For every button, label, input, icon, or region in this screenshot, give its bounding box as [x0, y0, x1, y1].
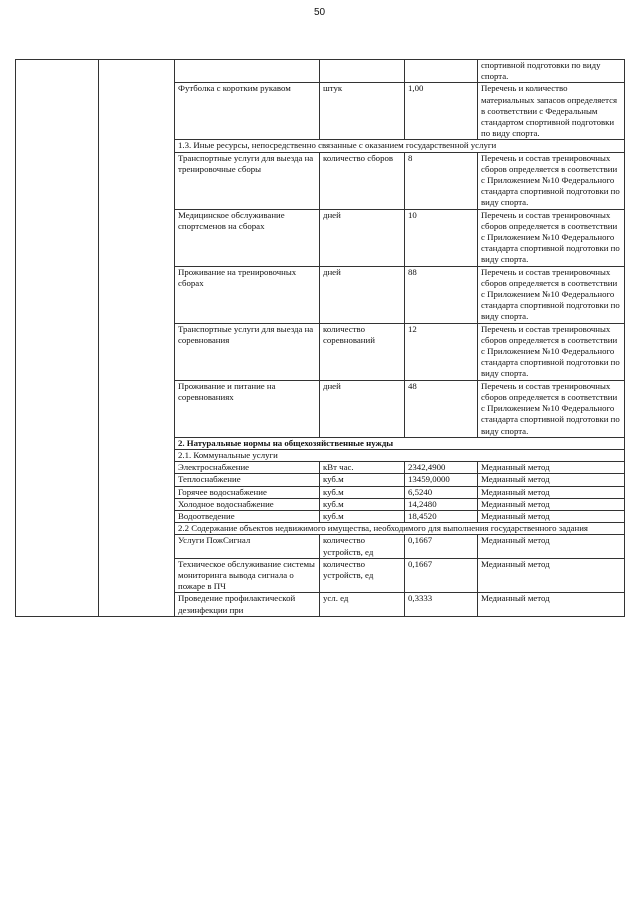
value-cell: 14,2480 — [405, 498, 478, 510]
note-cell: Медианный метод — [478, 510, 625, 522]
resource-name-cell: Футболка с коротким рукавом — [175, 83, 320, 140]
value-cell: 12 — [405, 323, 478, 380]
note-cell: Перечень и количество материальных запасов определяется в соответствии с Федеральным стандартом спортивной подготовки по виду спорта. — [478, 83, 625, 140]
unit-cell: куб.м — [320, 474, 405, 486]
unit-cell: количество соревнований — [320, 323, 405, 380]
unit-cell: усл. ед — [320, 593, 405, 616]
page-number: 50 — [313, 7, 326, 18]
unit-cell: дней — [320, 380, 405, 437]
value-cell: 8 — [405, 152, 478, 209]
note-cell: Медианный метод — [478, 558, 625, 593]
resource-name-cell: Проживание и питание на соревнованиях — [175, 380, 320, 437]
note-cell: Медианный метод — [478, 462, 625, 474]
unit-cell: количество устройств, ед — [320, 535, 405, 558]
value-cell: 10 — [405, 209, 478, 266]
unit-cell: куб.м — [320, 510, 405, 522]
note-cell: спортивной подготовки по виду спорта. — [478, 60, 625, 83]
value-cell: 6,5240 — [405, 486, 478, 498]
section-2-1-heading: 2.1. Коммунальные услуги — [175, 449, 625, 461]
note-cell: Перечень и состав тренировочных сборов определяется в соответствии с Приложением №10 Федерального стандарта спортивной подготовки по виду спорта. — [478, 380, 625, 437]
value-cell: 1,00 — [405, 83, 478, 140]
section-2-2-heading: 2.2 Содержание объектов недвижимого имущества, необходимого для выполнения государственного задания — [175, 523, 625, 535]
resource-name-cell: Транспортные услуги для выезда на тренировочные сборы — [175, 152, 320, 209]
value-cell: 0,1667 — [405, 558, 478, 593]
note-cell: Перечень и состав тренировочных сборов определяется в соответствии с Приложением №10 Федерального стандарта спортивной подготовки по виду спорта. — [478, 209, 625, 266]
unit-cell: количество сборов — [320, 152, 405, 209]
note-cell: Медианный метод — [478, 474, 625, 486]
value-cell: 0,3333 — [405, 593, 478, 616]
value-cell — [405, 60, 478, 83]
resource-name-cell — [175, 60, 320, 83]
note-cell: Перечень и состав тренировочных сборов определяется в соответствии с Приложением №10 Федерального стандарта спортивной подготовки по виду спорта. — [478, 323, 625, 380]
value-cell: 88 — [405, 266, 478, 323]
note-cell: Перечень и состав тренировочных сборов определяется в соответствии с Приложением №10 Федерального стандарта спортивной подготовки по виду спорта. — [478, 152, 625, 209]
blank-column-1 — [16, 60, 99, 617]
resource-name-cell: Проведение профилактической дезинфекции при — [175, 593, 320, 616]
note-cell: Медианный метод — [478, 535, 625, 558]
value-cell: 0,1667 — [405, 535, 478, 558]
norms-table — [15, 59, 625, 617]
unit-cell: количество устройств, ед — [320, 558, 405, 593]
note-cell: Медианный метод — [478, 498, 625, 510]
note-cell: Медианный метод — [478, 593, 625, 616]
note-cell: Медианный метод — [478, 486, 625, 498]
resource-name-cell: Медицинское обслуживание спортсменов на сборах — [175, 209, 320, 266]
unit-cell: дней — [320, 266, 405, 323]
note-cell: Перечень и состав тренировочных сборов определяется в соответствии с Приложением №10 Федерального стандарта спортивной подготовки по виду спорта. — [478, 266, 625, 323]
value-cell: 2342,4900 — [405, 462, 478, 474]
resource-name-cell: Электроснабжение — [175, 462, 320, 474]
unit-cell: куб.м — [320, 498, 405, 510]
unit-cell: куб.м — [320, 486, 405, 498]
value-cell: 18,4520 — [405, 510, 478, 522]
resource-name-cell: Проживание на тренировочных сборах — [175, 266, 320, 323]
section-1-3-heading: 1.3. Иные ресурсы, непосредственно связанные с оказанием государственной услуги — [175, 140, 625, 152]
resource-name-cell: Холодное водоснабжение — [175, 498, 320, 510]
resource-name-cell: Транспортные услуги для выезда на соревнования — [175, 323, 320, 380]
unit-cell: дней — [320, 209, 405, 266]
value-cell: 48 — [405, 380, 478, 437]
resource-name-cell: Техническое обслуживание системы мониторинга вывода сигнала о пожаре в ПЧ — [175, 558, 320, 593]
value-cell: 13459,0000 — [405, 474, 478, 486]
unit-cell: кВт час. — [320, 462, 405, 474]
resource-name-cell: Водоотведение — [175, 510, 320, 522]
resource-name-cell: Услуги ПожСигнал — [175, 535, 320, 558]
resource-name-cell: Горячее водоснабжение — [175, 486, 320, 498]
table-row — [16, 60, 625, 83]
blank-column-2 — [99, 60, 175, 617]
section-2-heading: 2. Натуральные нормы на общехозяйственные нужды — [175, 437, 625, 449]
unit-cell: штук — [320, 83, 405, 140]
resource-name-cell: Теплоснабжение — [175, 474, 320, 486]
unit-cell — [320, 60, 405, 83]
